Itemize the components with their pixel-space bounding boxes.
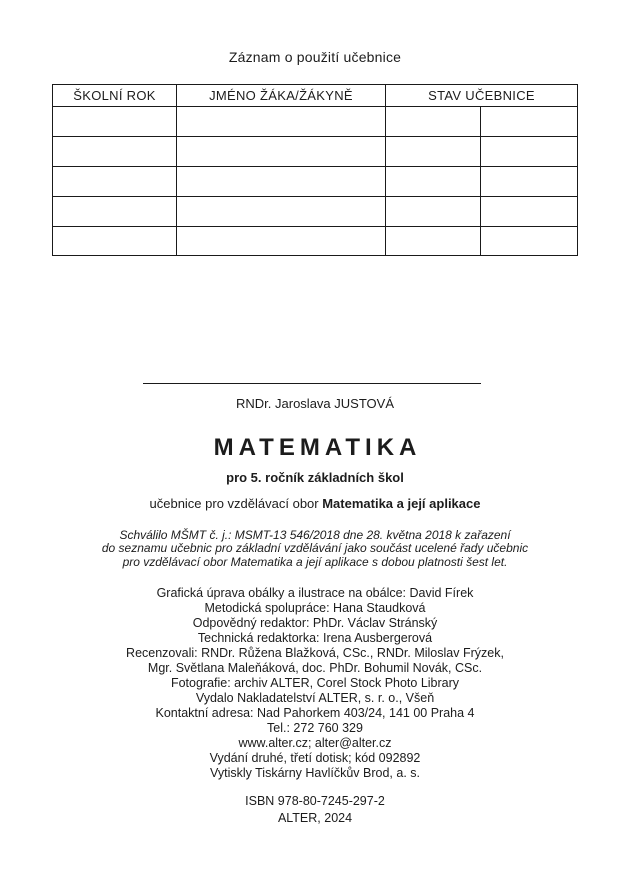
credit-line: Grafická úprava obálky a ilustrace na obálce: David Fírek <box>156 586 474 600</box>
usage-table-row <box>53 136 578 166</box>
series-name: Matematika a její aplikace <box>322 496 481 511</box>
book-subtitle: pro 5. ročník základních škol <box>226 470 404 485</box>
book-title: MATEMATIKA <box>213 434 422 461</box>
credit-line: Odpovědný redaktor: PhDr. Václav Stránský <box>192 616 438 630</box>
usage-table-body <box>53 107 578 256</box>
header-textbook-condition: STAV UČEBNICE <box>386 85 578 107</box>
usage-table-empty-cell <box>386 226 481 256</box>
usage-table-empty-cell <box>386 107 481 137</box>
credit-line: Metodická spolupráce: Hana Staudková <box>204 601 426 615</box>
usage-table-row <box>53 226 578 256</box>
usage-table-empty-cell <box>386 136 481 166</box>
usage-table-header-row <box>53 85 578 107</box>
credit-line: Kontaktní adresa: Nad Pahorkem 403/24, 141 00 Praha 4 <box>155 706 475 720</box>
usage-table-empty-cell <box>481 107 578 137</box>
credit-line: Vytiskly Tiskárny Havlíčkův Brod, a. s. <box>209 766 420 780</box>
usage-table-empty-cell <box>177 226 386 256</box>
usage-table-empty-cell <box>386 196 481 226</box>
credits-block <box>0 586 630 781</box>
imprint-block <box>0 793 630 827</box>
usage-table-empty-cell <box>481 196 578 226</box>
approval-block <box>0 529 630 569</box>
credit-line: www.alter.cz; alter@alter.cz <box>238 736 392 750</box>
usage-table <box>52 84 578 256</box>
usage-table-empty-cell <box>481 226 578 256</box>
usage-table-row <box>53 107 578 137</box>
header-school-year: ŠKOLNÍ ROK <box>53 85 177 107</box>
credit-line: Fotografie: archiv ALTER, Corel Stock Photo Library <box>170 676 460 690</box>
header-pupil-name: JMÉNO ŽÁKA/ŽÁKYNĚ <box>177 85 386 107</box>
usage-table-empty-cell <box>481 166 578 196</box>
usage-table-empty-cell <box>386 166 481 196</box>
usage-table-empty-cell <box>53 107 177 137</box>
series-prefix: učebnice pro vzdělávací obor <box>149 496 323 511</box>
credit-line: Tel.: 272 760 329 <box>267 721 363 735</box>
publisher-year-line: ALTER, 2024 <box>277 811 353 825</box>
credit-line: Vydalo Nakladatelství ALTER, s. r. o., Všeň <box>195 691 435 705</box>
credit-line: Mgr. Světlana Maleňáková, doc. PhDr. Bohumil Novák, CSc. <box>147 661 483 675</box>
approval-line: do seznamu učebnic pro základní vzdělávání jako součást ucelené řady učebnic <box>101 541 529 556</box>
book-author: RNDr. Jaroslava JUSTOVÁ <box>236 396 394 411</box>
usage-table-empty-cell <box>481 136 578 166</box>
usage-table-empty-cell <box>177 136 386 166</box>
credit-line: Recenzovali: RNDr. Růžena Blažková, CSc., RNDr. Miloslav Frýzek, <box>126 646 504 660</box>
series-line <box>0 496 630 511</box>
approval-line: pro vzdělávací obor Matematika a její aplikace s dobou platnosti šest let. <box>122 554 508 569</box>
approval-line: Schválilo MŠMT č. j.: MSMT-13 546/2018 dne 28. května 2018 k zařazení <box>119 528 511 542</box>
usage-table-row <box>53 196 578 226</box>
separator-rule <box>143 383 481 384</box>
credit-line: Vydání druhé, třetí dotisk; kód 092892 <box>209 751 421 765</box>
usage-table-empty-cell <box>53 136 177 166</box>
usage-table-empty-cell <box>53 226 177 256</box>
usage-table-row <box>53 166 578 196</box>
record-title: Záznam o použití učebnice <box>228 49 402 65</box>
usage-table-empty-cell <box>177 196 386 226</box>
credit-line: Technická redaktorka: Irena Ausbergerová <box>197 631 433 645</box>
usage-table-empty-cell <box>53 196 177 226</box>
usage-table-empty-cell <box>177 107 386 137</box>
usage-table-empty-cell <box>53 166 177 196</box>
usage-table-empty-cell <box>177 166 386 196</box>
isbn-line: ISBN 978-80-7245-297-2 <box>245 794 385 808</box>
